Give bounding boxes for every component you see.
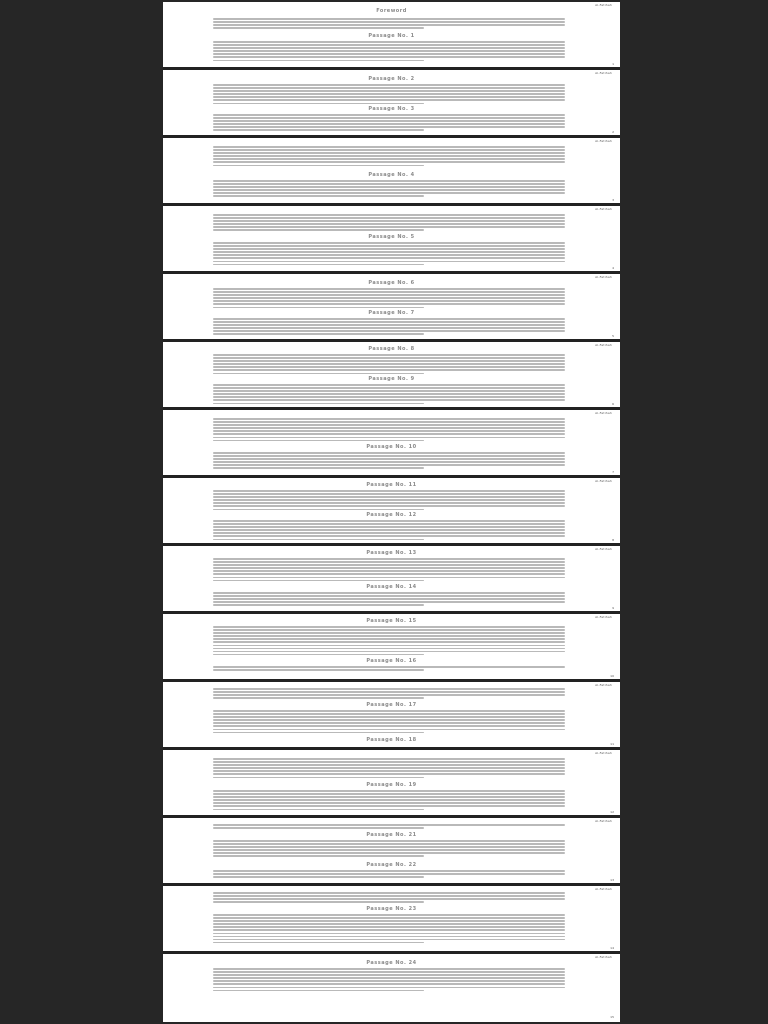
document-page <box>163 206 620 274</box>
document-page <box>163 750 620 818</box>
page-number: 3 <box>612 198 614 202</box>
section-title: Passage No. 6 <box>368 280 415 286</box>
paragraph <box>213 146 565 168</box>
paragraph <box>213 354 565 376</box>
page-number: 15 <box>610 1015 614 1019</box>
page-number: 5 <box>612 334 614 338</box>
page-header: Al-Fatihah <box>595 547 612 551</box>
document-page <box>163 274 620 342</box>
page-number: 1 <box>612 62 614 66</box>
page-header: Al-Fatihah <box>595 275 612 279</box>
section-title: Foreword <box>376 8 407 14</box>
paragraph <box>213 914 565 945</box>
paragraph <box>213 18 565 30</box>
paragraph <box>213 666 565 672</box>
section-title: Passage No. 19 <box>366 782 417 788</box>
page-header: Al-Fatihah <box>595 207 612 211</box>
paragraph <box>213 558 565 583</box>
page-number: 13 <box>610 878 614 882</box>
page-number: 2 <box>612 130 614 134</box>
document-page <box>163 410 620 478</box>
section-title: Passage No. 4 <box>368 172 415 178</box>
document-page <box>163 682 620 750</box>
section-title: Passage No. 24 <box>366 960 417 966</box>
section-title: Passage No. 14 <box>366 584 417 590</box>
paragraph <box>213 688 565 700</box>
page-number: 11 <box>610 742 614 746</box>
page-header: Al-Fatihah <box>595 71 612 75</box>
section-title: Passage No. 7 <box>368 310 415 316</box>
page-header: Al-Fatihah <box>595 819 612 823</box>
paragraph <box>213 288 565 310</box>
page-number: 6 <box>612 402 614 406</box>
section-title: Passage No. 3 <box>368 106 415 112</box>
page-number: 9 <box>612 606 614 610</box>
paragraph <box>213 710 565 735</box>
paragraph <box>213 968 565 993</box>
section-title: Passage No. 16 <box>366 658 417 664</box>
page-header: Al-Fatihah <box>595 479 612 483</box>
section-title: Passage No. 5 <box>368 234 415 240</box>
document-page <box>163 342 620 410</box>
section-title: Passage No. 22 <box>366 862 417 868</box>
page-header: Al-Fatihah <box>595 139 612 143</box>
section-title: Passage No. 21 <box>366 832 417 838</box>
section-title: Passage No. 11 <box>366 482 417 488</box>
paragraph <box>213 824 565 830</box>
page-header: Al-Fatihah <box>595 887 612 891</box>
document-page <box>163 138 620 206</box>
page-header: Al-Fatihah <box>595 955 612 959</box>
section-title: Passage No. 23 <box>366 906 417 912</box>
section-title: Passage No. 15 <box>366 618 417 624</box>
document-page <box>163 818 620 886</box>
paragraph <box>213 626 565 657</box>
document-page <box>163 546 620 614</box>
page-header: Al-Fatihah <box>595 343 612 347</box>
section-title: Passage No. 1 <box>368 33 415 39</box>
paragraph <box>213 758 565 780</box>
section-title: Passage No. 13 <box>366 550 417 556</box>
page-number: 4 <box>612 266 614 270</box>
section-title: Passage No. 17 <box>366 702 417 708</box>
page-number: 8 <box>612 538 614 542</box>
page-number: 12 <box>610 810 614 814</box>
page-number: 14 <box>610 946 614 950</box>
paragraph <box>213 490 565 512</box>
paragraph <box>213 840 565 859</box>
document-page <box>163 614 620 682</box>
document-page <box>163 2 620 70</box>
paragraph <box>213 180 565 199</box>
section-title: Passage No. 18 <box>366 737 417 743</box>
paragraph <box>213 592 565 607</box>
paragraph <box>213 114 565 133</box>
document-page <box>163 954 620 1020</box>
paragraph <box>213 452 565 471</box>
page-header: Al-Fatihah <box>595 411 612 415</box>
document-page <box>163 886 620 954</box>
paragraph <box>213 242 565 267</box>
page-number: 10 <box>610 674 614 678</box>
page-number: 7 <box>612 470 614 474</box>
paragraph <box>213 214 565 233</box>
paragraph <box>213 384 565 406</box>
document-page <box>163 478 620 546</box>
page-header: Al-Fatihah <box>595 615 612 619</box>
section-title: Passage No. 8 <box>368 346 415 352</box>
paragraph <box>213 84 565 106</box>
paragraph <box>213 892 565 904</box>
document-viewer[interactable] <box>163 2 620 1022</box>
section-title: Passage No. 2 <box>368 76 415 82</box>
paragraph <box>213 318 565 337</box>
page-header: Al-Fatihah <box>595 683 612 687</box>
page-header: Al-Fatihah <box>595 3 612 7</box>
paragraph <box>213 790 565 812</box>
paragraph <box>213 418 565 443</box>
page-header: Al-Fatihah <box>595 751 612 755</box>
paragraph <box>213 520 565 542</box>
section-title: Passage No. 12 <box>366 512 417 518</box>
section-title: Passage No. 10 <box>366 444 417 450</box>
document-page <box>163 70 620 138</box>
paragraph <box>213 41 565 63</box>
paragraph <box>213 870 565 879</box>
section-title: Passage No. 9 <box>368 376 415 382</box>
